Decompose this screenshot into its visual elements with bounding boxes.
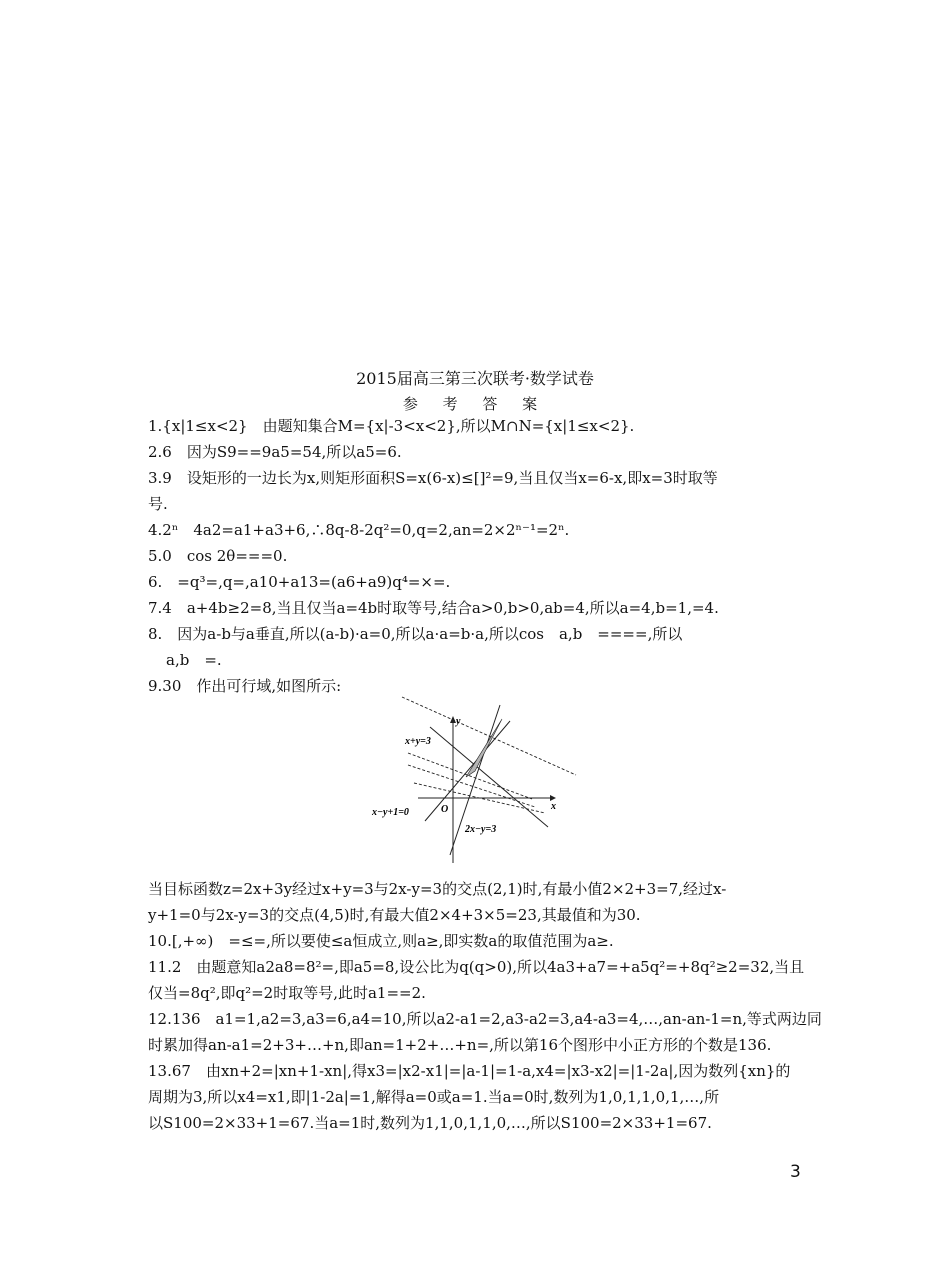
- page-number: 3: [790, 1162, 801, 1182]
- line-x-minus-y-plus-1: [425, 721, 510, 821]
- answer-7: 7.4 a+4b≥2=8,当且仅当a=4b时取等号,结合a>0,b>0,ab=4,所以a=4,b=1,=4.: [148, 599, 719, 617]
- label-2x-minus-y-eq-3: 2x−y=3: [465, 824, 497, 835]
- label-x-minus-y-plus-1: x−y+1=0: [372, 807, 409, 818]
- answer-9-text-line-1: 当目标函数z=2x+3y经过x+y=3与2x-y=3的交点(2,1)时,有最小值2×2+3=7,经过x-: [148, 880, 727, 898]
- answer-10: 10.[,+∞) =≤=,所以要使≤a恒成立,则a≥,即实数a的取值范围为a≥.: [148, 932, 614, 950]
- label-origin: O: [441, 804, 449, 815]
- answer-3-line-1: 3.9 设矩形的一边长为x,则矩形面积S=x(6-x)≤[]²=9,当且仅当x=6-x,即x=3时取等: [148, 469, 718, 487]
- answer-9-text-line-2: y+1=0与2x-y=3的交点(4,5)时,有最大值2×4+3×5=23,其最值和为30.: [148, 906, 641, 924]
- answer-2: 2.6 因为S9==9a5=54,所以a5=6.: [148, 443, 402, 461]
- label-x-plus-y-eq-3: x+y=3: [405, 736, 431, 747]
- answer-13-line-2: 周期为3,所以x4=x1,即|1-2a|=1,解得a=0或a=1.当a=0时,数列为1,0,1,1,0,1,…,所: [148, 1088, 720, 1106]
- answer-8-line-2: a,b =.: [166, 651, 222, 669]
- page-title: 2015届高三第三次联考·数学试卷: [356, 369, 594, 388]
- answer-3-line-2: 号.: [148, 495, 168, 513]
- objective-line-2: [408, 753, 532, 799]
- answer-4: 4.2ⁿ 4a2=a1+a3+6,∴8q-8-2q²=0,q=2,an=2×2ⁿ⁻¹=2ⁿ.: [148, 521, 570, 539]
- answer-1: 1.{x|1≤x<2} 由题知集合M={x|-3<x<2},所以M∩N={x|1≤x<2}.: [148, 417, 635, 435]
- feasible-region-figure: [370, 695, 585, 867]
- answer-11-line-1: 11.2 由题意知a2a8=8²=,即a5=8,设公比为q(q>0),所以4a3+a7=+a5q²=+8q²≥2=32,当且: [148, 958, 805, 976]
- answer-12-line-2: 时累加得an-a1=2+3+…+n,即an=1+2+…+n=,所以第16个图形中小正方形的个数是136.: [148, 1036, 772, 1054]
- answer-11-line-2: 仅当=8q²,即q²=2时取等号,此时a1==2.: [148, 984, 426, 1002]
- label-x: x: [551, 801, 556, 812]
- answer-8-line-1: 8. 因为a-b与a垂直,所以(a-b)·a=0,所以a·a=b·a,所以cos a,b ====,所以: [148, 625, 683, 643]
- answer-13-line-3: 以S100=2×33+1=67.当a=1时,数列为1,1,0,1,1,0,…,所以S100=2×33+1=67.: [148, 1114, 712, 1132]
- answer-13-line-1: 13.67 由xn+2=|xn+1-xn|,得x3=|x2-x1|=|a-1|=1-a,x4=|x3-x2|=|1-2a|,因为数列{xn}的: [148, 1062, 791, 1080]
- answer-key-heading: 参 考 答 案: [402, 395, 548, 413]
- answer-9: 9.30 作出可行域,如图所示:: [148, 677, 342, 695]
- answer-12-line-1: 12.136 a1=1,a2=3,a3=6,a4=10,所以a2-a1=2,a3-a2=3,a4-a3=4,…,an-an-1=n,等式两边同: [148, 1010, 822, 1028]
- answer-5: 5.0 cos 2θ===0.: [148, 547, 288, 565]
- label-y: y: [456, 716, 461, 727]
- answer-6: 6. =q³=,q=,a10+a13=(a6+a9)q⁴=×=.: [148, 573, 451, 591]
